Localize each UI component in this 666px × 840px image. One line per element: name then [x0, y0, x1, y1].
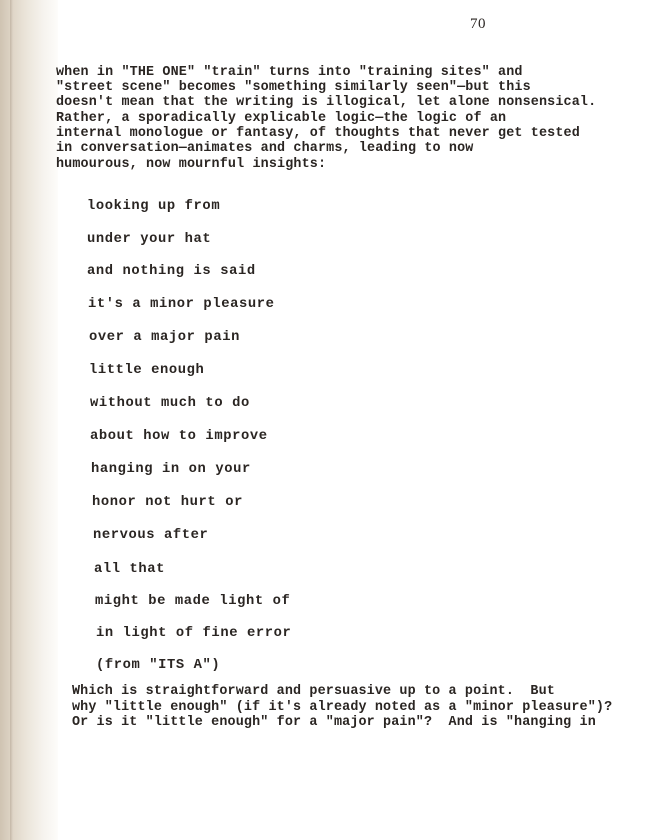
poem-line: in light of fine error	[96, 626, 292, 641]
text-line: Rather, a sporadically explicable logic—the logic of an	[56, 111, 507, 126]
text-line: internal monologue or fantasy, of thoughts that never get tested	[56, 126, 580, 141]
poem-line: over a major pain	[89, 330, 240, 345]
poem-line: about how to improve	[90, 429, 268, 444]
poem-line: under your hat	[87, 232, 212, 247]
text-line: why "little enough" (if it's already noted as a "minor pleasure")?	[72, 700, 613, 715]
poem-line: hanging in on your	[91, 462, 251, 477]
poem-line: nervous after	[93, 528, 209, 543]
closing-paragraph	[72, 684, 612, 732]
text-line: when in "THE ONE" "train" turns into "training sites" and	[56, 65, 523, 80]
text-line: Which is straightforward and persuasive up to a point. But	[72, 684, 555, 699]
page-number: 70	[470, 16, 486, 32]
text-line: in conversation—animates and charms, leading to now	[56, 141, 474, 156]
poem-line: it's a minor pleasure	[88, 297, 275, 312]
text-line: humourous, now mournful insights:	[56, 157, 327, 172]
poem-line: all that	[94, 562, 166, 577]
poem-line: might be made light of	[95, 594, 291, 609]
poem-source-citation: (from "ITS A")	[96, 658, 221, 673]
poem-line: looking up from	[87, 199, 221, 214]
poem-line: and nothing is said	[87, 264, 256, 279]
text-line: Or is it "little enough" for a "major pain"? And is "hanging in	[72, 715, 596, 730]
poem-line: honor not hurt or	[92, 495, 243, 510]
text-line: "street scene" becomes "something similarly seen"—but this	[56, 80, 531, 95]
poem-line: little enough	[89, 363, 205, 378]
text-line: doesn't mean that the writing is illogical, let alone nonsensical.	[56, 95, 597, 110]
intro-paragraph	[56, 64, 596, 176]
poem-line: without much to do	[90, 396, 250, 411]
